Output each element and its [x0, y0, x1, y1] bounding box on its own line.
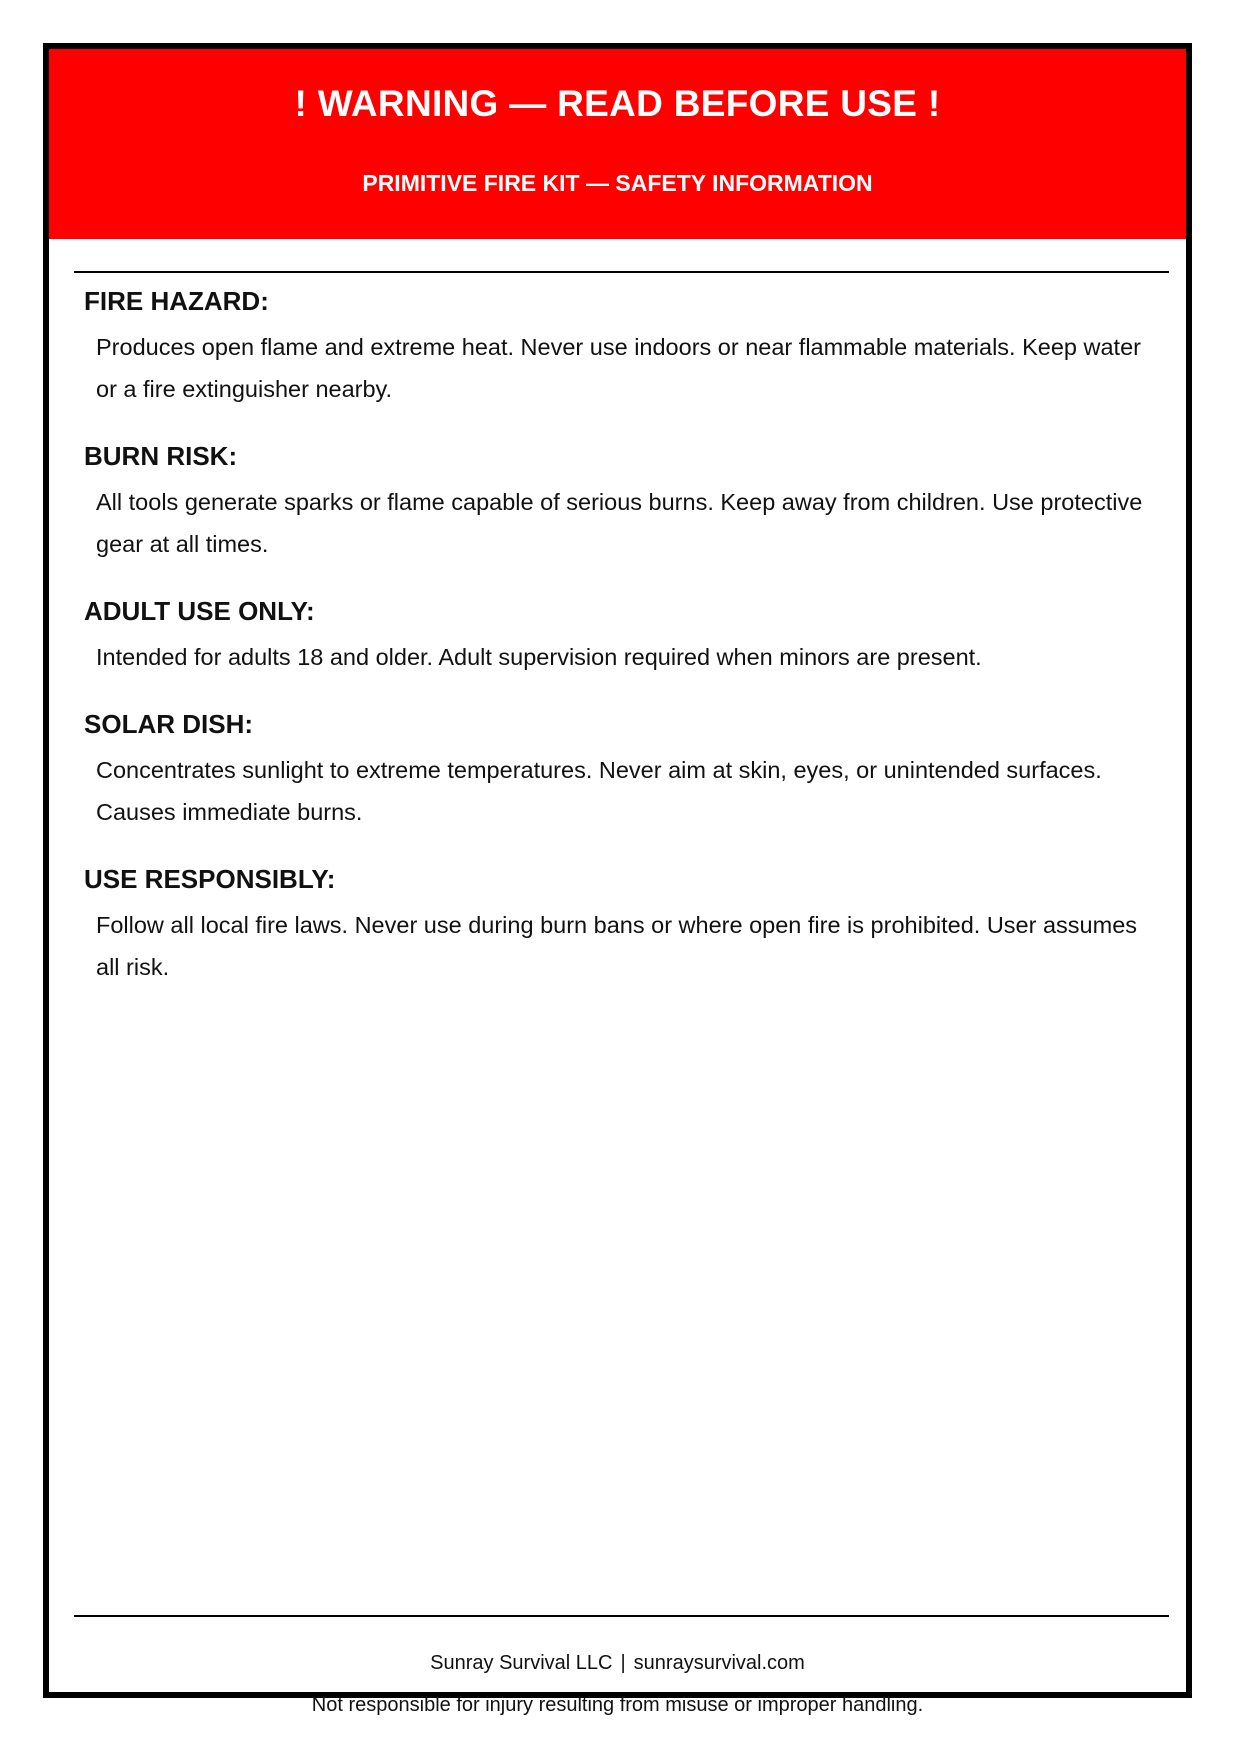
- footer-disclaimer: Not responsible for injury resulting from misuse or improper handling.: [311, 1694, 924, 1716]
- footer: [49, 1642, 1186, 1726]
- warning-label: [43, 43, 1192, 1716]
- section-heading: SOLAR DISH:: [84, 709, 253, 739]
- website-link[interactable]: sunraysurvival.com: [633, 1652, 805, 1674]
- safety-sections: [84, 285, 1164, 1018]
- footer-contact-line: [49, 1642, 1186, 1684]
- bottom-divider: [74, 1615, 1169, 1617]
- section-fire-hazard: [84, 285, 1164, 410]
- footer-separator: |: [620, 1652, 626, 1674]
- company-name: Sunray Survival LLC: [430, 1652, 613, 1674]
- warning-subtitle: PRIMITIVE FIRE KIT — SAFETY INFORMATION: [362, 170, 873, 196]
- warning-banner: [49, 49, 1186, 239]
- top-divider: [74, 271, 1169, 273]
- section-heading: FIRE HAZARD:: [84, 286, 269, 316]
- section-burn-risk: [84, 440, 1164, 565]
- section-heading: BURN RISK:: [84, 441, 238, 471]
- section-use-responsibly: [84, 863, 1164, 988]
- section-adult-use-only: [84, 595, 1164, 678]
- section-body: Intended for adults 18 and older. Adult supervision required when minors are present.: [96, 644, 982, 670]
- section-heading: USE RESPONSIBLY:: [84, 864, 336, 894]
- section-body: Follow all local fire laws. Never use during burn bans or where open fire is prohibited. User assumes all risk.: [96, 912, 1138, 980]
- section-heading: ADULT USE ONLY:: [84, 596, 315, 626]
- warning-title: ! WARNING — READ BEFORE USE !: [294, 83, 941, 124]
- section-solar-dish: [84, 708, 1164, 833]
- section-body: Concentrates sunlight to extreme temperatures. Never aim at skin, eyes, or unintended surfaces. Causes immediate burns.: [96, 757, 1102, 825]
- section-body: Produces open flame and extreme heat. Never use indoors or near flammable materials. Keep water or a fire extinguisher nearby.: [96, 334, 1141, 402]
- section-body: All tools generate sparks or flame capable of serious burns. Keep away from children. Use protective gear at all times.: [96, 489, 1143, 557]
